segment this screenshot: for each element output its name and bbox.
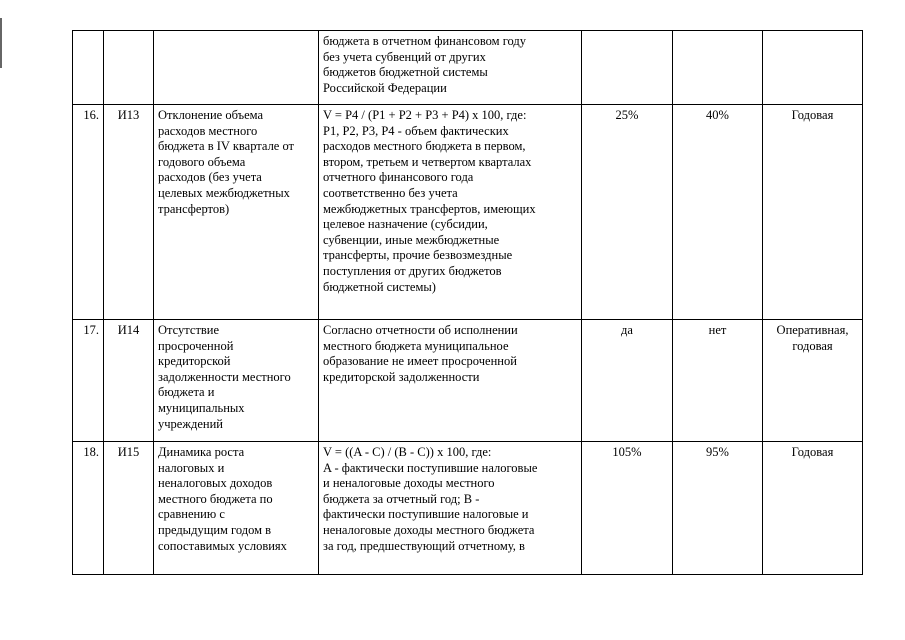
formula-line: субвенции, иные межбюджетные [323, 232, 500, 247]
periodicity-cell [763, 320, 863, 442]
base-value-cell: да [582, 320, 673, 442]
formula-line: V = P4 / (P1 + P2 + P3 + P4) x 100, где: [323, 108, 527, 122]
name-line: сравнению с [158, 507, 225, 522]
formula-cell [319, 105, 582, 320]
row-number-cell [73, 31, 104, 105]
row-number-cell: 18. [73, 442, 104, 575]
name-line: просроченной [158, 338, 234, 353]
name-line: неналоговых доходов [158, 476, 273, 491]
periodicity-line: Годовая [791, 108, 834, 122]
formula-line: бюджетной системы) [323, 279, 436, 294]
row-number-cell: 17. [73, 320, 104, 442]
formula-cell [319, 320, 582, 442]
indicator-name-cell [154, 442, 319, 575]
periodicity-cell [763, 105, 863, 320]
formula-line: местного бюджета муниципальное [323, 338, 509, 353]
target-value-cell: 95% [673, 442, 763, 575]
formula-line: за год, предшествующий отчетному, в [323, 538, 525, 553]
formula-line: межбюджетных трансфертов, имеющих [323, 201, 536, 216]
formula-line: образование не имеет просроченной [323, 354, 517, 369]
formula-line: A - фактически поступившие налоговые [323, 460, 538, 475]
formula-line: целевое назначение (субсидии, [323, 217, 488, 232]
formula-line: поступления от других бюджетов [323, 263, 502, 278]
name-line: сопоставимых условиях [158, 538, 287, 553]
indicator-code-cell [104, 31, 154, 105]
target-value-cell: 40% [673, 105, 763, 320]
formula-line: Согласно отчетности об исполнении [323, 323, 518, 337]
target-value-cell [673, 31, 763, 105]
name-line: расходов (без учета [158, 170, 262, 185]
formula-line: бюджетов бюджетной системы [323, 65, 488, 80]
indicator-name-cell [154, 105, 319, 320]
formula-line: соответственно без учета [323, 185, 458, 200]
formula-line: и неналоговые доходы местного [323, 476, 495, 491]
name-line: муниципальных [158, 400, 245, 415]
formula-line: неналоговые доходы местного бюджета [323, 522, 535, 537]
formula-line: кредиторской задолженности [323, 369, 480, 384]
row-number-cell: 16. [73, 105, 104, 320]
name-line: местного бюджета по [158, 491, 273, 506]
formula-line: P1, P2, P3, P4 - объем фактических [323, 123, 509, 138]
formula-line: бюджета в отчетном финансовом году [323, 34, 527, 48]
periodicity-line: Оперативная, [776, 323, 849, 337]
formula-line: трансферты, прочие безвозмездные [323, 248, 513, 263]
table-row-18 [73, 442, 863, 575]
formula-line: отчетного финансового года [323, 170, 474, 185]
formula-line: Российской Федерации [323, 80, 447, 95]
name-line: кредиторской [158, 354, 231, 369]
formula-line: расходов местного бюджета в первом, [323, 139, 526, 154]
name-line: годового объема [158, 154, 246, 169]
table-row-continuation [73, 31, 863, 105]
name-line: учреждений [158, 416, 223, 431]
name-line: Динамика роста [158, 445, 245, 459]
formula-line: без учета субвенций от других [323, 49, 486, 64]
indicator-code-cell: И14 [104, 320, 154, 442]
table-row-17 [73, 320, 863, 442]
formula-cell [319, 31, 582, 105]
name-line: расходов местного [158, 123, 258, 138]
base-value-cell [582, 31, 673, 105]
name-line: целевых межбюджетных [158, 185, 290, 200]
indicator-code-cell: И13 [104, 105, 154, 320]
base-value-cell: 105% [582, 442, 673, 575]
base-value-cell: 25% [582, 105, 673, 320]
formula-line: V = ((A - C) / (B - C)) x 100, где: [323, 445, 492, 459]
name-line: налоговых и [158, 460, 225, 475]
table-row-16 [73, 105, 863, 320]
formula-line: фактически поступившие налоговые и [323, 507, 529, 522]
indicator-name-cell [154, 31, 319, 105]
target-value-cell: нет [673, 320, 763, 442]
periodicity-cell [763, 442, 863, 575]
name-line: бюджета и [158, 385, 215, 400]
indicator-table [72, 30, 863, 575]
name-line: трансфертов) [158, 201, 230, 216]
name-line: предыдущим годом в [158, 522, 272, 537]
scan-edge-mark [0, 18, 2, 68]
periodicity-cell [763, 31, 863, 105]
indicator-name-cell [154, 320, 319, 442]
periodicity-line: годовая [792, 338, 833, 353]
periodicity-line: Годовая [791, 445, 834, 459]
name-line: бюджета в IV квартале от [158, 139, 295, 154]
formula-cell [319, 442, 582, 575]
name-line: задолженности местного [158, 369, 291, 384]
formula-line: втором, третьем и четвертом кварталах [323, 154, 532, 169]
formula-line: бюджета за отчетный год; B - [323, 491, 480, 506]
name-line: Отсутствие [158, 323, 220, 337]
name-line: Отклонение объема [158, 108, 264, 122]
indicator-code-cell: И15 [104, 442, 154, 575]
